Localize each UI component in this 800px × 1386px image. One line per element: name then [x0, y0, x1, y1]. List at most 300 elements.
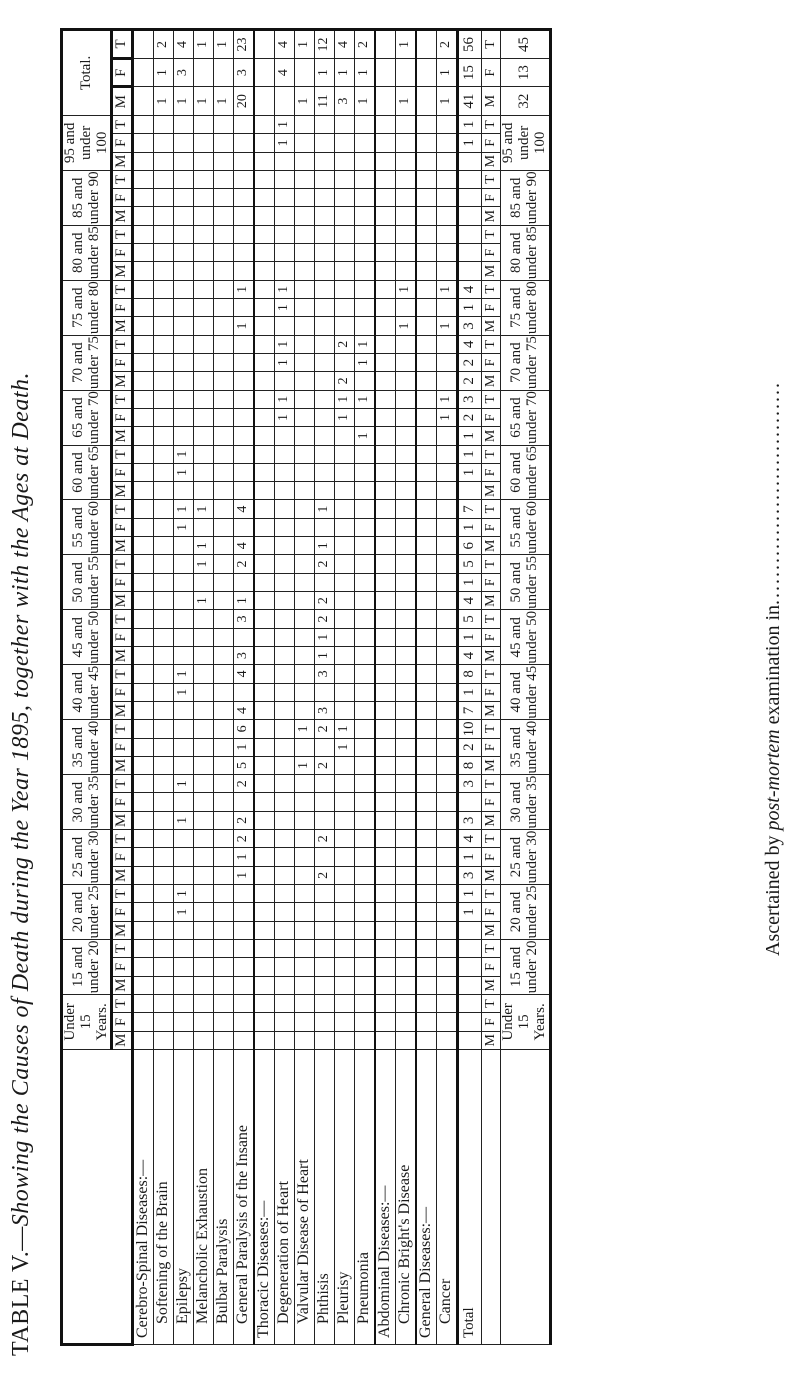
table-cell: 1 — [437, 280, 458, 298]
grand-total-m: 32 — [501, 87, 550, 115]
table-cell — [234, 225, 255, 243]
table-cell — [174, 244, 194, 262]
footer-sex-label: M — [482, 482, 501, 500]
table-cell — [437, 299, 458, 317]
table-cell — [315, 463, 335, 481]
table-cell — [275, 170, 295, 188]
table-cell — [214, 408, 234, 426]
header-sex-label: M — [112, 152, 133, 170]
table-cell: 1 — [174, 683, 194, 701]
cause-label: Chronic Bright's Disease — [396, 1049, 417, 1344]
table-cell — [416, 555, 437, 573]
table-cell — [234, 903, 255, 921]
table-cell — [194, 738, 214, 756]
cause-label: Pleurisy — [335, 1049, 355, 1344]
table-cell — [154, 427, 174, 445]
table-cell — [154, 720, 174, 738]
header-sex-label: M — [112, 87, 133, 115]
table-cell — [335, 994, 355, 1012]
table-cell: 2 — [234, 811, 255, 829]
table-cell: 1 — [275, 115, 295, 133]
table-cell — [254, 701, 275, 719]
table-cell — [234, 573, 255, 591]
table-cell — [355, 592, 376, 610]
table-cell — [275, 500, 295, 518]
table-cell — [375, 646, 396, 664]
totals-cell: 1 — [458, 628, 482, 646]
table-row — [154, 30, 174, 1345]
table-cell — [194, 427, 214, 445]
row-total-cell: 23 — [234, 30, 255, 59]
header-sex-label: T — [112, 390, 133, 408]
table-cell — [254, 500, 275, 518]
table-cell — [174, 427, 194, 445]
table-cell — [154, 445, 174, 463]
footer-age-group: 55 and under 60 — [501, 500, 550, 555]
table-cell — [194, 665, 214, 683]
footer-sex-label: M — [482, 427, 501, 445]
table-cell — [275, 427, 295, 445]
table-cell — [375, 115, 396, 133]
table-cell — [214, 518, 234, 536]
table-cell — [315, 225, 335, 243]
table-cell — [355, 262, 376, 280]
header-sex-label: T — [112, 500, 133, 518]
table-cell — [275, 592, 295, 610]
table-cell — [154, 115, 174, 133]
table-cell — [437, 701, 458, 719]
totals-cell — [458, 921, 482, 939]
table-cell — [295, 372, 315, 390]
table-cell — [375, 134, 396, 152]
table-cell — [355, 225, 376, 243]
table-cell — [335, 701, 355, 719]
table-cell — [174, 921, 194, 939]
header-sex-label: M — [112, 427, 133, 445]
table-cell — [194, 262, 214, 280]
table-cell — [133, 372, 154, 390]
table-cell — [335, 152, 355, 170]
table-cell: 1 — [355, 427, 376, 445]
table-cell — [315, 518, 335, 536]
table-cell — [133, 555, 154, 573]
table-cell — [295, 152, 315, 170]
table-cell — [174, 1013, 194, 1031]
header-sex-label: F — [112, 683, 133, 701]
category-label: Thoracic Diseases:— — [254, 1049, 275, 1344]
table-cell — [234, 299, 255, 317]
cause-label: Degeneration of Heart — [275, 1049, 295, 1344]
table-cell — [416, 848, 437, 866]
table-cell — [174, 793, 194, 811]
table-cell — [174, 189, 194, 207]
table-cell — [194, 372, 214, 390]
table-cell — [154, 628, 174, 646]
row-total-cell: 4 — [275, 58, 295, 86]
table-cell — [335, 830, 355, 848]
table-cell — [133, 134, 154, 152]
table-cell — [254, 738, 275, 756]
table-cell — [355, 170, 376, 188]
table-cell — [254, 225, 275, 243]
table-cell — [416, 921, 437, 939]
table-cell — [375, 335, 396, 353]
table-cell — [194, 207, 214, 225]
header-sex-label: T — [112, 225, 133, 243]
table-cell — [375, 170, 396, 188]
table-cell — [315, 958, 335, 976]
header-sex-label: F — [112, 628, 133, 646]
table-cell — [396, 408, 417, 426]
table-cell — [295, 115, 315, 133]
table-cell — [416, 317, 437, 335]
table-cell — [375, 152, 396, 170]
cause-label: Softening of the Brain — [154, 1049, 174, 1344]
footer-age-group: 85 and under 90 — [501, 170, 550, 225]
table-cell — [194, 683, 214, 701]
footer-sex-label: F — [482, 848, 501, 866]
table-cell — [295, 866, 315, 884]
table-cell — [174, 225, 194, 243]
table-cell — [154, 262, 174, 280]
table-cell — [174, 408, 194, 426]
table-cell — [416, 390, 437, 408]
table-cell — [133, 537, 154, 555]
table-cell: 1 — [315, 628, 335, 646]
table-cell — [214, 939, 234, 957]
table-cell — [133, 756, 154, 774]
table-cell: 1 — [174, 665, 194, 683]
table-cell — [416, 1031, 437, 1049]
table-cell — [295, 573, 315, 591]
table-cell — [416, 573, 437, 591]
table-cell — [375, 189, 396, 207]
table-cell — [194, 848, 214, 866]
row-total-cell: 2 — [154, 30, 174, 59]
footer-sex-label: F — [482, 58, 501, 86]
table-cell — [416, 756, 437, 774]
table-cell — [295, 830, 315, 848]
footer-blank — [482, 1049, 501, 1344]
footer-sex-label: M — [482, 372, 501, 390]
table-cell — [335, 756, 355, 774]
table-cell — [437, 958, 458, 976]
header-age-group: 30 and under 35 — [62, 775, 112, 830]
table-cell — [275, 262, 295, 280]
table-cell — [275, 665, 295, 683]
footer-sex-label: M — [482, 87, 501, 115]
table-cell — [437, 811, 458, 829]
table-cell — [437, 1013, 458, 1031]
table-cell: 1 — [275, 335, 295, 353]
table-cell — [416, 335, 437, 353]
table-cell — [194, 353, 214, 371]
table-cell — [295, 958, 315, 976]
table-cell — [355, 921, 376, 939]
table-cell: 1 — [275, 353, 295, 371]
header-sex-label: M — [112, 756, 133, 774]
table-cell — [194, 793, 214, 811]
table-cell — [234, 1013, 255, 1031]
table-cell — [315, 976, 335, 994]
footer-sex-label: F — [482, 738, 501, 756]
table-cell — [214, 335, 234, 353]
table-cell — [275, 610, 295, 628]
table-cell — [234, 244, 255, 262]
table-cell — [295, 738, 315, 756]
table-cell — [133, 573, 154, 591]
table-cell — [355, 885, 376, 903]
table-cell — [375, 427, 396, 445]
table-cell — [355, 299, 376, 317]
row-total-cell: 1 — [355, 87, 376, 115]
table-cell: 1 — [194, 537, 214, 555]
table-cell — [416, 408, 437, 426]
table-cell — [154, 335, 174, 353]
table-cell — [254, 445, 275, 463]
footer-age-group: 70 and under 75 — [501, 335, 550, 390]
table-cell — [437, 848, 458, 866]
header-sex-label: F — [112, 58, 133, 86]
row-total-cell: 1 — [214, 30, 234, 59]
table-cell — [234, 628, 255, 646]
table-cell — [234, 189, 255, 207]
footer-sex-label: M — [482, 866, 501, 884]
row-total-cell — [133, 87, 154, 115]
table-cell — [396, 537, 417, 555]
header-sex-label: T — [112, 720, 133, 738]
table-cell — [214, 317, 234, 335]
totals-cell — [458, 1031, 482, 1049]
footer-sex-label: T — [482, 170, 501, 188]
table-cell — [254, 463, 275, 481]
table-cell — [355, 1031, 376, 1049]
totals-cell — [458, 939, 482, 957]
table-cell — [194, 628, 214, 646]
table-cell — [335, 317, 355, 335]
table-cell — [335, 885, 355, 903]
table-cell — [154, 207, 174, 225]
table-cell — [315, 427, 335, 445]
table-cell — [254, 518, 275, 536]
table-cell — [275, 775, 295, 793]
table-cell — [355, 555, 376, 573]
table-cell — [315, 335, 335, 353]
header-sex-label: T — [112, 610, 133, 628]
table-cell — [154, 976, 174, 994]
table-cell — [375, 317, 396, 335]
table-cell — [396, 390, 417, 408]
totals-cell — [458, 482, 482, 500]
table-cell — [396, 610, 417, 628]
table-cell — [133, 1031, 154, 1049]
table-cell — [133, 683, 154, 701]
table-cell — [254, 720, 275, 738]
table-cell — [154, 1031, 174, 1049]
totals-cell: 7 — [458, 500, 482, 518]
table-cell — [437, 1031, 458, 1049]
table-cell — [375, 958, 396, 976]
table-cell — [275, 683, 295, 701]
table-cell — [174, 848, 194, 866]
header-sex-label: F — [112, 848, 133, 866]
row-total-cell — [416, 30, 437, 59]
table-cell: 1 — [194, 592, 214, 610]
footer-sex-label: T — [482, 720, 501, 738]
table-cell — [396, 299, 417, 317]
table-cell — [375, 537, 396, 555]
footer-sex-label: T — [482, 390, 501, 408]
table-cell — [375, 885, 396, 903]
table-cell — [335, 811, 355, 829]
footer-blank — [501, 1049, 550, 1344]
table-cell — [375, 463, 396, 481]
table-cell — [275, 152, 295, 170]
table-cell — [154, 646, 174, 664]
header-sex-label: T — [112, 775, 133, 793]
table-cell: 1 — [234, 317, 255, 335]
table-cell: 1 — [396, 317, 417, 335]
totals-cell: 5 — [458, 610, 482, 628]
table-cell: 1 — [174, 518, 194, 536]
table-cell — [154, 537, 174, 555]
table-cell — [437, 244, 458, 262]
table-cell — [437, 225, 458, 243]
table-cell: 4 — [234, 500, 255, 518]
header-age-group: 80 and under 85 — [62, 225, 112, 280]
table-cell — [133, 592, 154, 610]
table-cell — [254, 665, 275, 683]
table-cell — [174, 701, 194, 719]
row-total-cell — [214, 58, 234, 86]
table-cell — [154, 811, 174, 829]
table-cell — [416, 683, 437, 701]
table-cell — [174, 115, 194, 133]
table-cell — [355, 830, 376, 848]
table-cell — [154, 518, 174, 536]
table-cell — [214, 537, 234, 555]
table-cell — [295, 665, 315, 683]
table-cell — [375, 756, 396, 774]
table-cell — [234, 463, 255, 481]
header-sex-label: M — [112, 592, 133, 610]
table-cell — [396, 207, 417, 225]
table-cell — [275, 994, 295, 1012]
row-total-cell: 4 — [335, 30, 355, 59]
table-cell — [214, 299, 234, 317]
table-cell — [133, 299, 154, 317]
totals-cell: 1 — [458, 885, 482, 903]
table-cell — [335, 1013, 355, 1031]
table-cell — [275, 372, 295, 390]
footer-age-group: 95 and under 100 — [501, 115, 550, 170]
table-cell — [133, 262, 154, 280]
table-cell — [214, 994, 234, 1012]
header-sex-label: F — [112, 299, 133, 317]
table-cell — [154, 463, 174, 481]
table-cell: 3 — [315, 665, 335, 683]
table-cell — [416, 280, 437, 298]
header-sex-label: F — [112, 463, 133, 481]
table-row — [295, 30, 315, 1345]
table-cell — [154, 866, 174, 884]
table-cell — [396, 665, 417, 683]
table-cell — [295, 811, 315, 829]
table-cell — [396, 225, 417, 243]
footer-sex-label: F — [482, 189, 501, 207]
table-cell — [234, 115, 255, 133]
table-cell — [133, 244, 154, 262]
table-cell — [234, 994, 255, 1012]
footer-age-group: 35 and under 40 — [501, 720, 550, 775]
totals-cell: 10 — [458, 720, 482, 738]
table-cell — [355, 903, 376, 921]
table-cell — [234, 976, 255, 994]
row-total-cell: 3 — [335, 87, 355, 115]
table-cell — [416, 720, 437, 738]
header-sex-label: T — [112, 885, 133, 903]
table-cell — [154, 189, 174, 207]
footer-sex-label: M — [482, 592, 501, 610]
table-cell — [133, 170, 154, 188]
row-total-cell — [133, 58, 154, 86]
table-cell — [254, 866, 275, 884]
table-cell — [416, 665, 437, 683]
table-cell — [315, 408, 335, 426]
table-cell — [375, 372, 396, 390]
table-cell — [416, 976, 437, 994]
header-sex-label: T — [112, 665, 133, 683]
totals-cell — [458, 244, 482, 262]
table-cell — [375, 903, 396, 921]
table-cell — [174, 573, 194, 591]
cause-label: General Paralysis of the Insane — [234, 1049, 255, 1344]
table-cell — [275, 811, 295, 829]
table-row — [234, 30, 255, 1345]
header-age-group: 50 and under 55 — [62, 555, 112, 610]
table-cell — [396, 756, 417, 774]
totals-total-cell: 56 — [458, 30, 482, 59]
footer-sex-label: M — [482, 152, 501, 170]
table-cell — [275, 189, 295, 207]
table-cell — [375, 866, 396, 884]
table-cell — [214, 793, 234, 811]
footer-sex-label: F — [482, 903, 501, 921]
table-cell — [254, 683, 275, 701]
table-cell — [133, 866, 154, 884]
table-cell — [194, 408, 214, 426]
table-cell — [437, 152, 458, 170]
row-total-cell: 1 — [174, 87, 194, 115]
header-sex-label: F — [112, 408, 133, 426]
table-cell — [154, 610, 174, 628]
table-cell — [154, 134, 174, 152]
totals-row — [458, 30, 482, 1345]
table-cell — [254, 1031, 275, 1049]
table-cell — [154, 299, 174, 317]
table-cell — [254, 830, 275, 848]
table-row — [275, 30, 295, 1345]
table-cell: 1 — [335, 408, 355, 426]
table-cell — [295, 427, 315, 445]
table-cell — [295, 793, 315, 811]
table-cell — [295, 262, 315, 280]
header-sex-label: F — [112, 244, 133, 262]
row-total-cell: 1 — [437, 58, 458, 86]
table-cell — [396, 738, 417, 756]
header-sex-label: M — [112, 482, 133, 500]
totals-cell — [458, 189, 482, 207]
